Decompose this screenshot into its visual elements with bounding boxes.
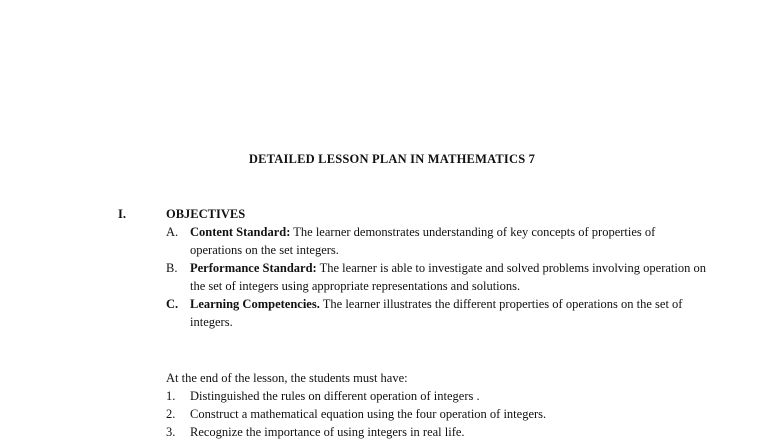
objective-text: The learner demonstrates understanding of key concepts of properties of operations on the set integers.	[190, 225, 656, 257]
outcome-text: Construct a mathematical equation using the four operation of integers.	[190, 407, 547, 421]
objective-learning-competencies	[166, 295, 706, 331]
objective-text: The learner illustrates the different properties of operations on the set of integers.	[190, 297, 683, 329]
objective-content-standard	[166, 223, 706, 259]
outcome-text: Recognize the importance of using integers in real life.	[190, 425, 465, 439]
objective-label: Content Standard:	[190, 225, 291, 239]
objective-letter: B.	[166, 261, 178, 275]
objective-label: Performance Standard:	[190, 261, 317, 275]
objective-performance-standard	[166, 259, 706, 295]
outcome-item	[166, 405, 706, 423]
objective-letter: C.	[166, 297, 179, 311]
objective-label: Learning Competencies.	[190, 297, 320, 311]
outcome-number: 2.	[166, 407, 176, 421]
objective-text: The learner is able to investigate and solved problems involving operation on the set of integers using appropriate representations and solutions.	[190, 261, 706, 293]
outcome-text: Distinguished the rules on different operation of integers .	[190, 389, 480, 403]
outcomes-list	[166, 387, 706, 441]
outcome-item	[166, 387, 706, 405]
objectives-list	[166, 223, 706, 331]
outcomes-intro: At the end of the lesson, the students must have:	[166, 371, 408, 385]
section-heading: OBJECTIVES	[166, 207, 246, 221]
outcome-number: 1.	[166, 389, 176, 403]
document-title: DETAILED LESSON PLAN IN MATHEMATICS 7	[248, 152, 536, 166]
section-number: I.	[118, 207, 126, 221]
outcome-item	[166, 423, 706, 441]
objective-letter: A.	[166, 225, 179, 239]
outcome-number: 3.	[166, 425, 176, 439]
